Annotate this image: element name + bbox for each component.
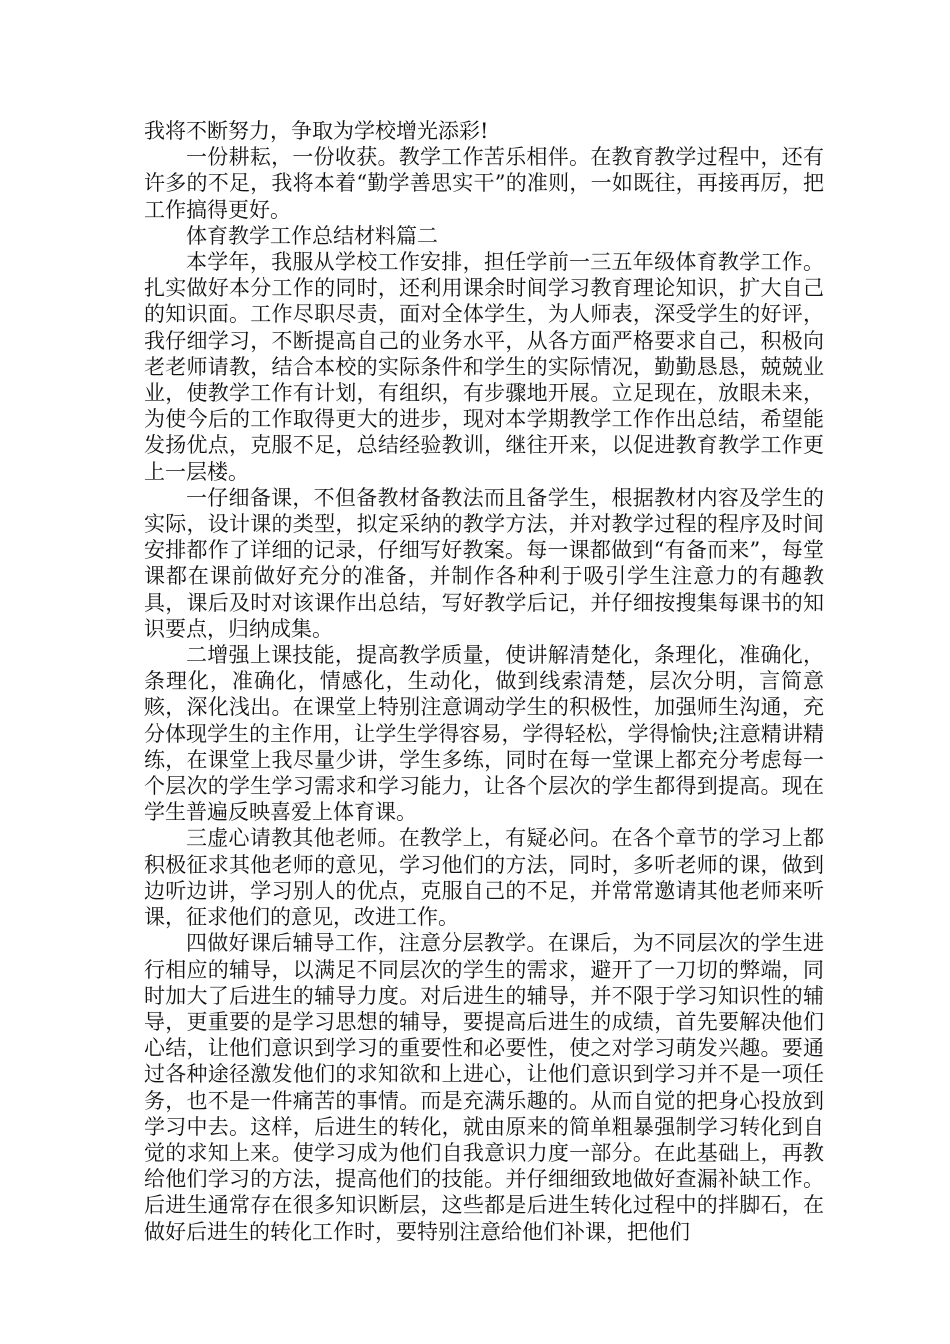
paragraph-intro: 本学年，我服从学校工作安排，担任学前一三五年级体育教学工作。扎实做好本分工作的同时，还利用课余时间学习教育理论知识，扩大自己的知识面。工作尽职尽责，面对全体学生，为人师表，深受学生的好评，我仔细学习，不断提高自己的业务水平，从各方面严格要求自己，积极向老老师请教，结合本校的实际条件和学生的实际情况，勤勤恳恳，兢兢业业，使教学工作有计划，有组织，有步骤地开展。立足现在，放眼未来，为使今后的工作取得更大的进步，现对本学期教学工作作出总结，希望能发扬优点，克服不足，总结经验教训，继往开来，以促进教育教学工作更上一层楼。: [144, 250, 824, 484]
paragraph-point-1: 一仔细备课，不但备教材备教法而且备学生，根据教材内容及学生的实际，设计课的类型，拟定采纳的教学方法，并对教学过程的程序及时间安排都作了详细的记录，仔细写好教案。每一课都做到“有备而来”，每堂课都在课前做好充分的准备，并制作各种利于吸引学生注意力的有趣教具，课后及时对该课作出总结，写好教学后记，并仔细按搜集每课书的知识要点，归纳成集。: [144, 485, 824, 641]
document-body: [144, 118, 824, 1245]
paragraph-point-3: 三虚心请教其他老师。在教学上，有疑必问。在各个章节的学习上都积极征求其他老师的意见，学习他们的方法，同时，多听老师的课，做到边听边讲，学习别人的优点，克服自己的不足，并常常邀请其他老师来听课，征求他们的意见，改进工作。: [144, 826, 824, 930]
paragraph-point-4: 四做好课后辅导工作，注意分层教学。在课后，为不同层次的学生进行相应的辅导，以满足不同层次的学生的需求，避开了一刀切的弊端，同时加大了后进生的辅导力度。对后进生的辅导，并不限于学习知识性的辅导，更重要的是学习思想的辅导，要提高后进生的成绩，首先要解决他们心结，让他们意识到学习的重要性和必要性，使之对学习萌发兴趣。要通过各种途径激发他们的求知欲和上进心，让他们意识到学习并不是一项任务，也不是一件痛苦的事情。而是充满乐趣的。从而自觉的把身心投放到学习中去。这样，后进生的转化，就由原来的简单粗暴强制学习转化到自觉的求知上来。使学习成为他们自我意识力度一部分。在此基础上，再教给他们学习的方法，提高他们的技能。并仔细细致地做好查漏补缺工作。后进生通常存在很多知识断层，这些都是后进生转化过程中的拌脚石，在做好后进生的转化工作时，要特别注意给他们补课，把他们: [144, 931, 824, 1244]
paragraph-continuation: 我将不断努力，争取为学校增光添彩!: [144, 119, 489, 143]
paragraph-harvest: 一份耕耘，一份收获。教学工作苦乐相伴。在教育教学过程中，还有许多的不足，我将本着“勤学善思实干”的准则，一如既往，再接再厉，把工作搞得更好。: [144, 145, 824, 222]
section-title: 体育教学工作总结材料篇二: [186, 223, 438, 248]
paragraph-point-2: 二增强上课技能，提高教学质量，使讲解清楚化，条理化，准确化，条理化，准确化，情感化，生动化，做到线索清楚，层次分明，言简意赅，深化浅出。在课堂上特别注意调动学生的积极性，加强师生沟通，充分体现学生的主作用，让学生学得容易，学得轻松，学得愉快;注意精讲精练，在课堂上我尽量少讲，学生多练，同时在每一堂课上都充分考虑每一个层次的学生学习需求和学习能力，让各个层次的学生都得到提高。现在学生普遍反映喜爱上体育课。: [144, 643, 824, 825]
